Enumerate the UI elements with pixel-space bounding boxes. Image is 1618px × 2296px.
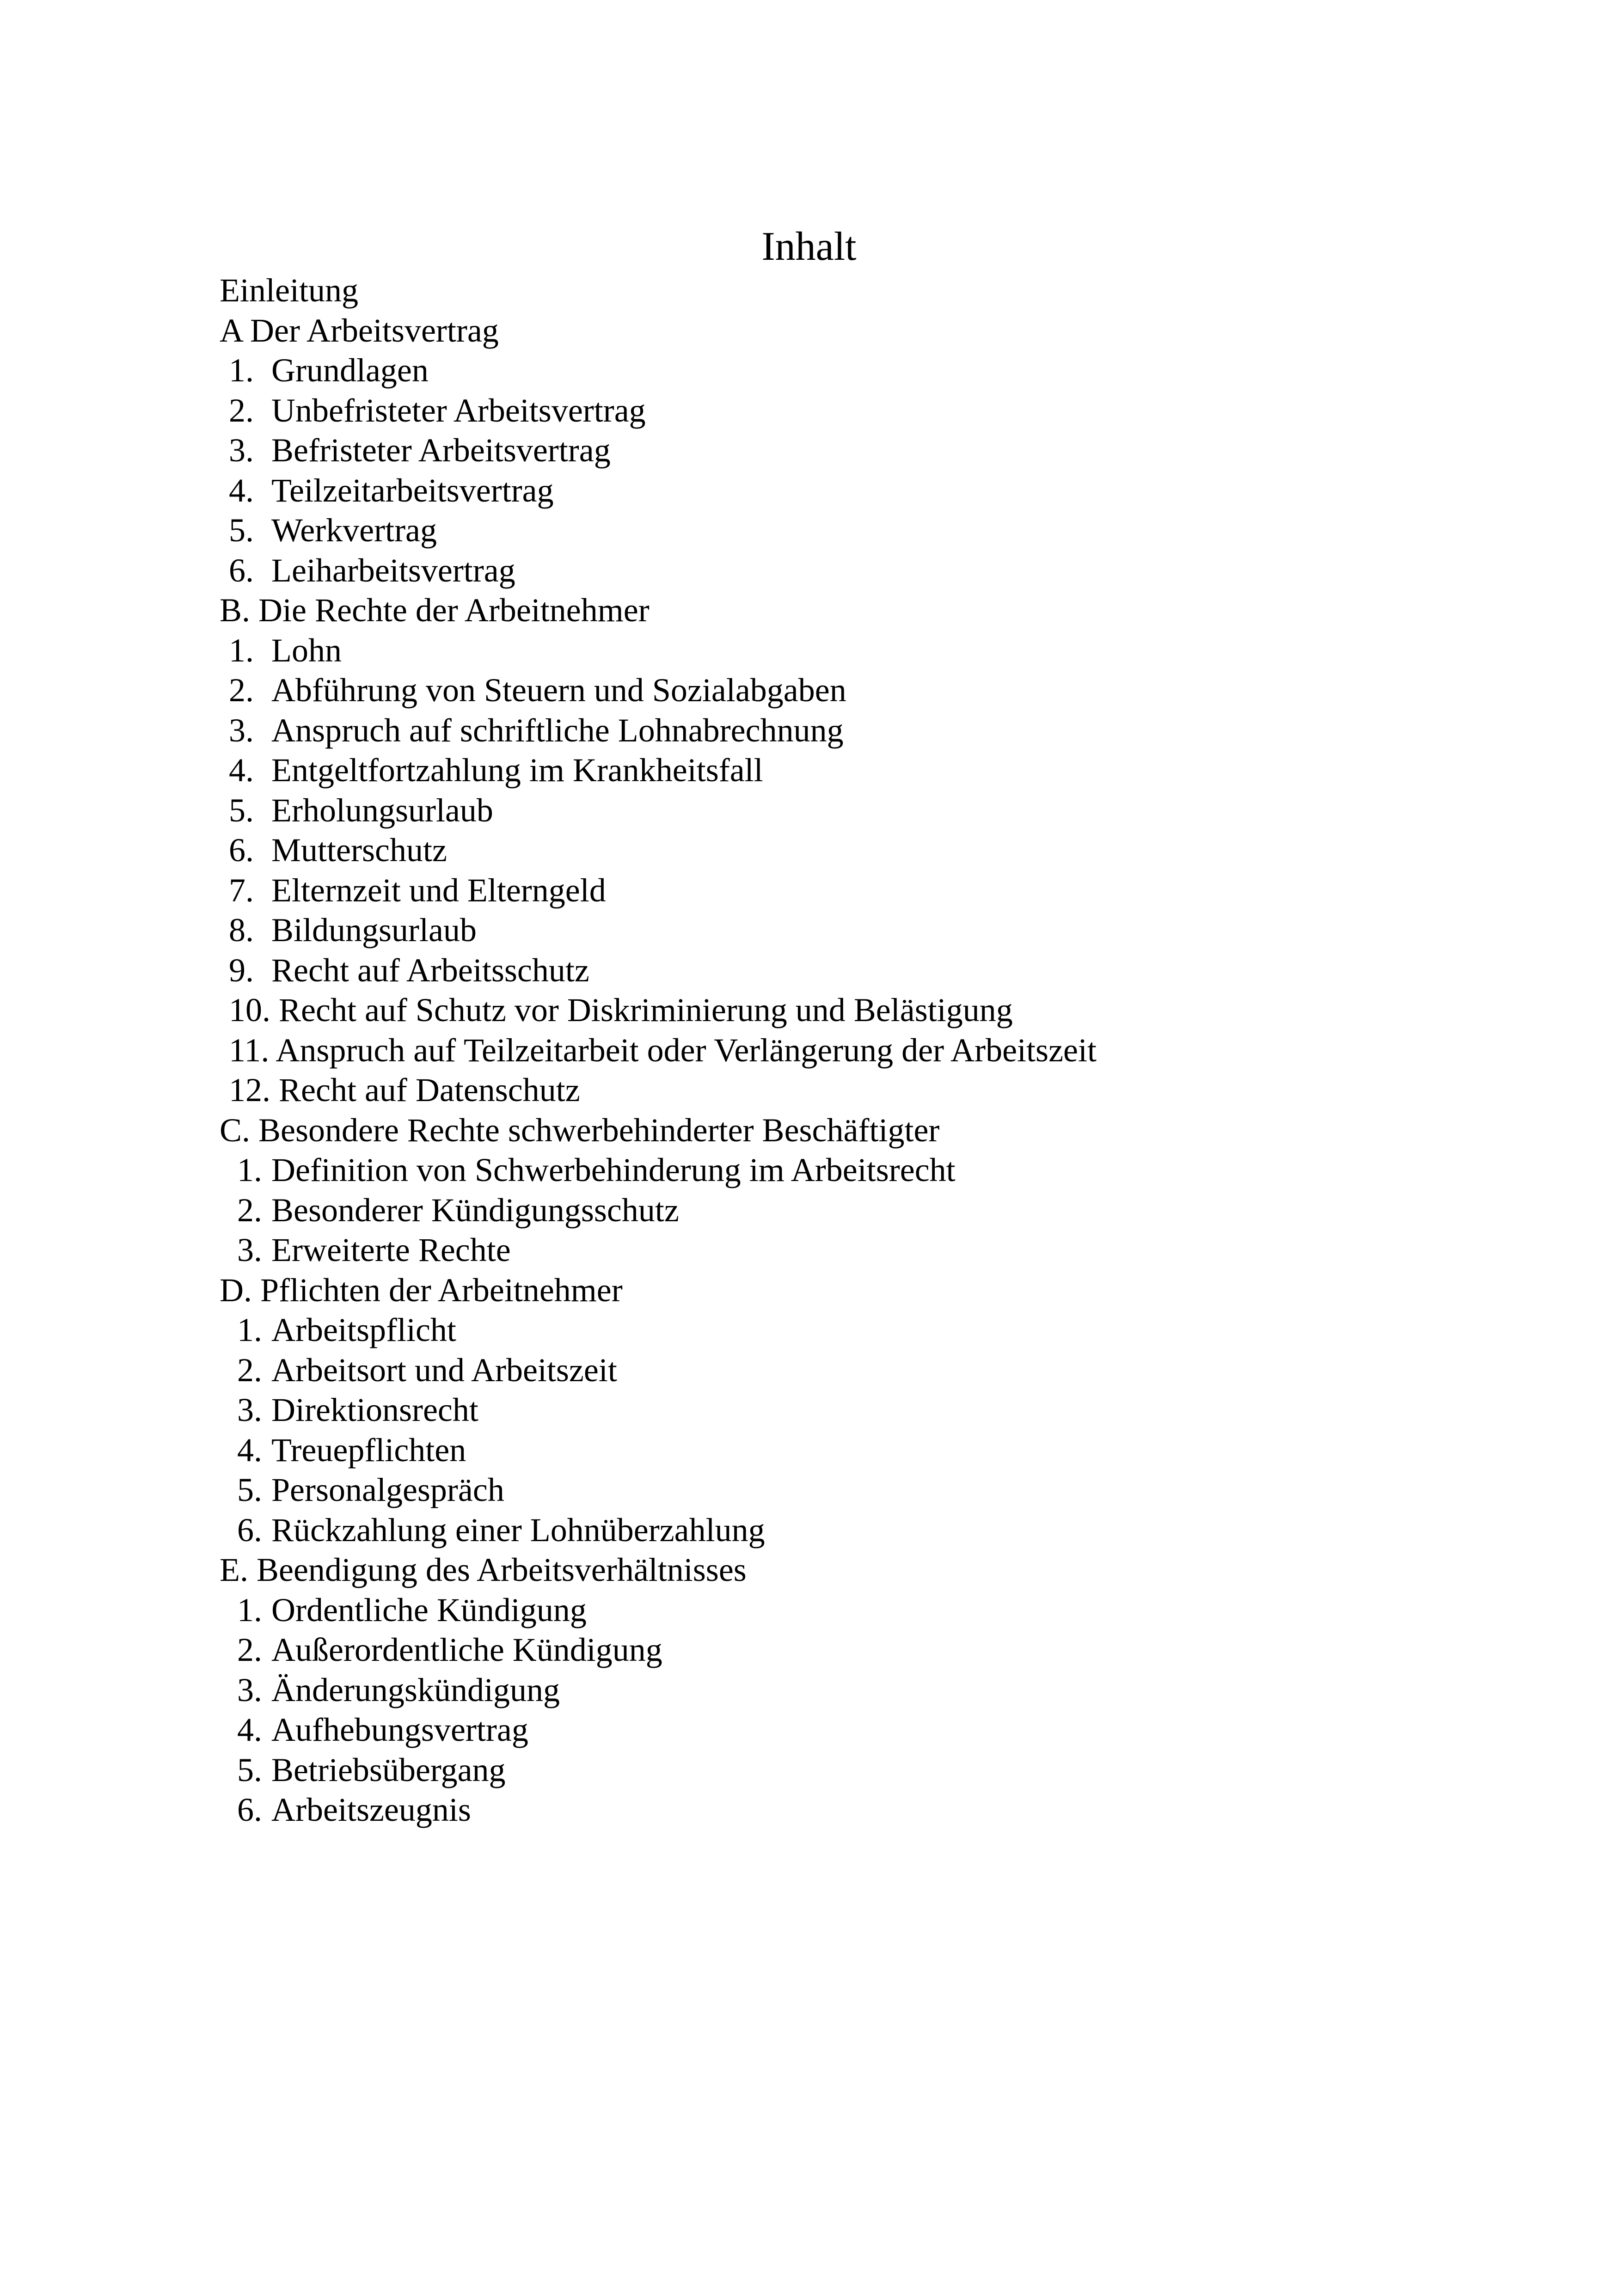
toc-entry [220,1110,1097,1151]
toc-entry-number: 9. [229,951,254,989]
toc-entry-text: Leiharbeitsvertrag [271,551,515,589]
table-of-contents [220,270,1097,1830]
toc-entry-text: Erweiterte Rechte [271,1231,511,1268]
toc-entry-number: 8. [229,912,254,949]
toc-entry [220,510,1097,551]
toc-entry-number: 5. [229,791,254,829]
toc-entry-text: Ordentliche Kündigung [271,1591,587,1629]
toc-entry [220,870,1097,911]
toc-entry [220,350,1097,391]
toc-entry-text: D. Pflichten der Arbeitnehmer [220,1271,623,1309]
toc-entry-number: 2. [237,1351,262,1389]
toc-entry-text: Mutterschutz [271,832,447,869]
toc-entry-number: 3. [237,1231,262,1268]
toc-entry-text: 12. Recht auf Datenschutz [229,1071,580,1108]
toc-entry-text: Außerordentliche Kündigung [271,1631,662,1668]
toc-entry [220,710,1097,751]
toc-entry-number: 3. [229,432,254,469]
toc-entry-number: 3. [229,711,254,749]
toc-entry-number: 6. [237,1511,262,1549]
toc-entry-number: 1. [237,1311,262,1348]
toc-entry-number: 1. [237,1151,262,1188]
toc-entry-text: E. Beendigung des Arbeitsverhältnisses [220,1551,747,1588]
toc-entry [220,1270,1097,1310]
toc-entry-number: 2. [229,392,254,429]
toc-entry [220,551,1097,591]
toc-entry [220,1590,1097,1630]
toc-entry-text: 10. Recht auf Schutz vor Diskriminierung und Belästigung [229,992,1013,1029]
toc-entry-number: 1. [237,1591,262,1629]
toc-entry-text: Grundlagen [271,352,429,389]
toc-entry-number: 4. [229,471,254,509]
toc-entry-text: C. Besondere Rechte schwerbehinderter Beschäftigter [220,1111,940,1149]
toc-entry-text: Personalgespräch [271,1471,504,1508]
toc-entry-number: 2. [229,672,254,709]
toc-entry [220,1470,1097,1510]
toc-entry [220,670,1097,710]
toc-entry-text: Anspruch auf schriftliche Lohnabrechnung [271,711,844,749]
toc-entry-number: 4. [229,752,254,789]
toc-entry-text: Recht auf Arbeitsschutz [271,951,589,989]
toc-entry-text: Lohn [271,631,342,669]
toc-entry-text: Abführung von Steuern und Sozialabgaben [271,672,846,709]
toc-entry [220,1030,1097,1071]
toc-entry-text: Erholungsurlaub [271,791,493,829]
toc-entry [220,1190,1097,1231]
toc-entry-text: Entgeltfortzahlung im Krankheitsfall [271,752,763,789]
toc-entry [220,590,1097,631]
toc-entry-text: 11. Anspruch auf Teilzeitarbeit oder Verlängerung der Arbeitszeit [229,1031,1097,1069]
toc-entry-text: Bildungsurlaub [271,912,477,949]
toc-entry-text: Treuepflichten [271,1431,466,1469]
toc-entry [220,1390,1097,1430]
toc-entry [220,950,1097,991]
toc-entry [220,790,1097,831]
toc-entry [220,910,1097,950]
toc-entry [220,391,1097,431]
toc-entry-text: Einleitung [220,272,358,309]
toc-entry-number: 1. [229,631,254,669]
toc-entry-number: 6. [237,1791,262,1828]
toc-entry-number: 6. [229,551,254,589]
toc-entry [220,1790,1097,1830]
toc-entry [220,1750,1097,1790]
toc-entry [220,1510,1097,1550]
toc-entry-text: Werkvertrag [271,512,437,549]
toc-entry [220,1670,1097,1710]
toc-entry-text: Definition von Schwerbehinderung im Arbeitsrecht [271,1151,956,1188]
toc-entry-number: 7. [229,871,254,909]
toc-entry-number: 5. [229,512,254,549]
toc-entry [220,750,1097,790]
toc-entry-text: Befristeter Arbeitsvertrag [271,432,611,469]
toc-entry-text: Aufhebungsvertrag [271,1711,528,1748]
toc-entry-number: 6. [229,832,254,869]
toc-entry-text: Direktionsrecht [271,1391,478,1428]
toc-entry-number: 3. [237,1391,262,1428]
toc-entry-text: Elternzeit und Elterngeld [271,871,606,909]
toc-entry [220,270,1097,311]
toc-entry-number: 4. [237,1431,262,1469]
toc-entry-text: Unbefristeter Arbeitsvertrag [271,392,646,429]
toc-entry-number: 1. [229,352,254,389]
toc-entry [220,1310,1097,1350]
toc-entry [220,1430,1097,1470]
toc-entry-text: B. Die Rechte der Arbeitnehmer [220,592,650,629]
toc-entry [220,1550,1097,1590]
toc-entry-number: 5. [237,1751,262,1788]
toc-entry-text: Rückzahlung einer Lohnüberzahlung [271,1511,765,1549]
toc-entry-text: Besonderer Kündigungsschutz [271,1191,679,1229]
toc-entry-text: Teilzeitarbeitsvertrag [271,471,554,509]
toc-entry [220,311,1097,351]
toc-entry-number: 4. [237,1711,262,1748]
toc-entry-text: Arbeitspflicht [271,1311,456,1348]
toc-entry [220,1070,1097,1110]
toc-entry-number: 3. [237,1671,262,1708]
toc-entry-number: 2. [237,1191,262,1229]
toc-entry-number: 2. [237,1631,262,1668]
toc-entry-text: Betriebsübergang [271,1751,506,1788]
toc-entry [220,471,1097,511]
toc-entry-text: Änderungskündigung [271,1671,560,1708]
toc-entry [220,430,1097,471]
toc-entry [220,830,1097,870]
toc-entry [220,631,1097,671]
toc-entry-text: Arbeitszeugnis [271,1791,471,1828]
toc-entry-number: 5. [237,1471,262,1508]
toc-entry-text: Arbeitsort und Arbeitszeit [271,1351,617,1389]
toc-entry [220,1710,1097,1750]
toc-entry [220,1230,1097,1270]
toc-entry [220,990,1097,1030]
page-title: Inhalt [761,224,857,269]
toc-entry-text: A Der Arbeitsvertrag [220,312,499,349]
toc-entry [220,1150,1097,1190]
toc-entry [220,1630,1097,1670]
toc-entry [220,1350,1097,1390]
